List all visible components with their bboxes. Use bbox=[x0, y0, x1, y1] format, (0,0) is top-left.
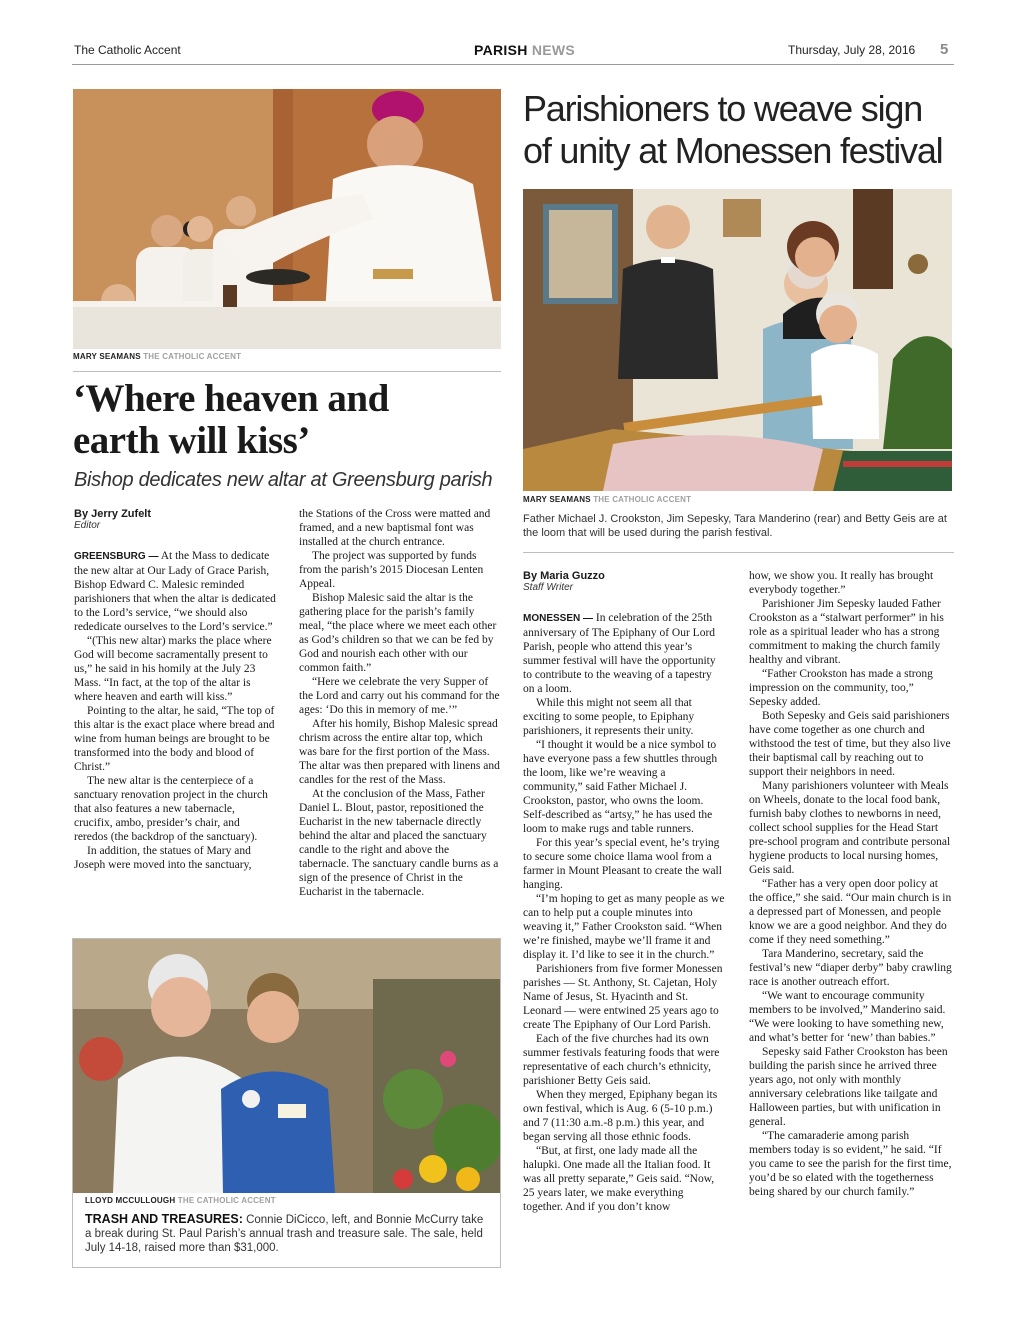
unity-byline bbox=[523, 570, 605, 593]
altar-byline-title: Editor bbox=[74, 520, 101, 531]
loom-photo-credit bbox=[523, 495, 691, 504]
loom-photo-illustration bbox=[523, 189, 952, 491]
section-label bbox=[474, 42, 575, 58]
unity-paragraph: “I’m hoping to get as many people as we can to help put a couple minutes into weaving it,” Father Crookston said. “When we’re finished, maybe we’ll frame it and display it. I’d like to see it in the church.” bbox=[523, 893, 725, 961]
loom-photo-credit-name: MARY SEAMANS bbox=[523, 495, 591, 504]
altar-photo-credit-name: MARY SEAMANS bbox=[73, 352, 141, 361]
unity-paragraph: “I thought it would be a nice symbol to have everyone pass a few shuttles through the loom, like we’re weaving a community,” said Father Michael J. Crookston, pastor, who owns the loom. Self-described as “artsy,” he has used the loom to make rugs and table runners. bbox=[523, 739, 718, 835]
altar-paragraph: Bishop Malesic said the altar is the gathering place for the parish’s family meal, “the place where we meet each other as God’s children so that we can be fed by God and nourish each other with our common faith.” bbox=[299, 592, 497, 674]
trash-caption-title: TRASH AND TREASURES: bbox=[85, 1212, 243, 1226]
altar-paragraph: The new altar is the centerpiece of a sanctuary renovation project in the church that also features a new tabernacle, crucifix, ambo, presider’s chair, and reredos (the backdrop of the sanctuary). bbox=[74, 775, 268, 843]
unity-paragraph: “Father has a very open door policy at the office,” she said. “Our main church is in a depressed part of Monessen, and people know we are a good neighbor. And they do come if they need something.” bbox=[749, 878, 952, 946]
unity-paragraph: how, we show you. It really has brought everybody together.” bbox=[749, 570, 934, 596]
unity-paragraph: Parishioner Jim Sepesky lauded Father Crookston as a “stalwart performer” in his role as a spiritual leader who has a strong commitment to making the church family healthy and vibrant. bbox=[749, 598, 944, 666]
trash-photo-caption bbox=[85, 1212, 490, 1255]
section-label-light: NEWS bbox=[531, 42, 576, 58]
issue-date: Thursday, July 28, 2016 bbox=[788, 43, 916, 57]
unity-paragraph: Many parishioners volunteer with Meals on Wheels, donate to the local food bank, furnish baby clothes to newborns in need, collect school supplies for the Head Start pre-school program and contribute personal hygiene products to local nursing homes, Geis said. bbox=[749, 780, 951, 876]
unity-paragraph: When they merged, Epiphany began its own festival, which is Aug. 6 (5-10 p.m.) and 7 (11:30 a.m.-8 p.m.) this year, and began serving all those ethnic foods. bbox=[523, 1089, 718, 1143]
altar-headline bbox=[73, 378, 389, 462]
publication-name: The Catholic Accent bbox=[74, 43, 181, 57]
unity-headline-line1: Parishioners to weave sign bbox=[523, 88, 923, 129]
altar-paragraph: “Here we celebrate the very Supper of the Lord and carry out his command for the ages: ‘Do this in memory of me.’” bbox=[299, 676, 500, 716]
unity-paragraph: Tara Manderino, secretary, said the festival’s new “diaper derby” baby crawling race is another outreach effort. bbox=[749, 948, 952, 988]
unity-paragraph: Both Sepesky and Geis said parishioners have come together as one church and withstood the test of time, but they also live their baptismal call by reaching out to support their neighbors in need. bbox=[749, 710, 951, 778]
altar-paragraph: After his homily, Bishop Malesic spread chrism across the entire altar top, which was bare for the first portion of the Mass. The altar was then prepared with linens and candles for the rest of the Mass. bbox=[299, 718, 500, 786]
unity-byline-name: By Maria Guzzo bbox=[523, 570, 605, 582]
unity-paragraph: “The camaraderie among parish members today is so evident,” he said. “If you came to see the parish for the first time, you’d be so elated with the togetherness being shared by our church family.” bbox=[749, 1130, 952, 1198]
unity-paragraph: Sepesky said Father Crookston has been building the parish since he arrived three years ago, not only with monthly anniversary celebrations like tailgate and Halloween parties, but with unification in general. bbox=[749, 1046, 948, 1128]
unity-paragraph: Parishioners from five former Monessen parishes — St. Anthony, St. Cajetan, Holy Name of Jesus, St. Hyacinth and St. Leonard — were entwined 25 years ago to create The Epiphany of Our Lord Parish. bbox=[523, 963, 723, 1031]
altar-paragraph: The project was supported by funds from the parish’s 2015 Diocesan Lenten Appeal. bbox=[299, 550, 484, 590]
altar-byline-name: By Jerry Zufelt bbox=[74, 508, 152, 520]
section-label-bold: PARISH bbox=[474, 42, 528, 58]
unity-headline-line2: of unity at Monessen festival bbox=[523, 130, 943, 171]
trash-photo-credit-org: THE CATHOLIC ACCENT bbox=[177, 1196, 276, 1205]
altar-photo-illustration bbox=[73, 89, 501, 349]
unity-paragraph: “But, at first, one lady made all the halupki. One made all the Italian food. It was all pretty separate,” Geis said. “Now, 25 years later, we make everything together. And if you don’t know bbox=[523, 1145, 715, 1213]
unity-paragraph: “Father Crookston has made a strong impression on the community, too,” Sepesky added. bbox=[749, 668, 933, 708]
page-number: 5 bbox=[940, 41, 949, 58]
unity-dateline: MONESSEN — bbox=[523, 613, 594, 624]
unity-story-column-2 bbox=[749, 569, 954, 1199]
altar-photo-rule bbox=[73, 371, 501, 372]
unity-paragraph: MONESSEN — In celebration of the 25th anniversary of The Epiphany of Our Lord Parish, people who attend this year’s summer festival will have the opportunity to contribute to the weaving of a tapestry on a loom. bbox=[523, 612, 716, 695]
altar-paragraph: the Stations of the Cross were matted and framed, and a new baptismal font was installed at the church entrance. bbox=[299, 508, 491, 548]
altar-paragraph: At the conclusion of the Mass, Father Daniel L. Blout, pastor, repositioned the Eucharist in the new tabernacle directly behind the altar and placed the sanctuary candle to the right and above the tabernacle. The sanctuary candle burns as a sign of the presence of Christ in the Eucharist in the tabernacle. bbox=[299, 788, 499, 898]
trash-photo-illustration bbox=[73, 939, 500, 1193]
altar-photo-credit-org: THE CATHOLIC ACCENT bbox=[143, 352, 242, 361]
altar-dateline: GREENSBURG — bbox=[74, 551, 159, 562]
trash-photo-credit bbox=[85, 1196, 276, 1205]
unity-paragraph: “We want to encourage community members to be involved,” Manderino said. “We were looking to have something new, and what’s better for ‘new’ than babies.” bbox=[749, 990, 946, 1044]
unity-paragraph: Each of the five churches had its own summer festivals featuring foods that were representative of each church’s ethnicity, parishioner Betty Geis said. bbox=[523, 1033, 720, 1087]
trash-photo-credit-name: LLOYD MCCULLOUGH bbox=[85, 1196, 176, 1205]
header-rule bbox=[72, 64, 954, 65]
loom-cutline-rule bbox=[523, 552, 954, 553]
altar-headline-line2: earth will kiss’ bbox=[73, 419, 310, 462]
unity-byline-title: Staff Writer bbox=[523, 582, 574, 593]
altar-story-column-1 bbox=[74, 549, 276, 872]
unity-paragraph: For this year’s special event, he’s trying to secure some choice llama wool from a farmer in Mount Pleasant to create the wall hanging. bbox=[523, 837, 722, 891]
altar-headline-line1: ‘Where heaven and bbox=[73, 377, 389, 420]
altar-paragraph: Pointing to the altar, he said, “The top of this altar is the exact place where bread and wine from human beings are brought to be transformed into the body and blood of Christ.” bbox=[74, 705, 275, 773]
trash-treasure-photo bbox=[73, 939, 500, 1193]
altar-paragraph: GREENSBURG — At the Mass to dedicate the new altar at Our Lady of Grace Parish, Bishop Edward C. Malesic reminded parishioners that when the altar is dedicated to the Lord’s service, “we should also rededicate ourselves to the Lord’s service.” bbox=[74, 550, 276, 633]
loom-photo bbox=[523, 189, 952, 491]
altar-subhead: Bishop dedicates new altar at Greensburg parish bbox=[74, 469, 493, 491]
loom-photo-cutline: Father Michael J. Crookston, Jim Sepesky, Tara Manderino (rear) and Betty Geis are at the loom that will be used during the parish festival. bbox=[523, 513, 947, 539]
altar-story-column-2 bbox=[299, 507, 501, 899]
altar-photo-credit bbox=[73, 352, 241, 361]
trash-caption-text: Connie DiCicco, left, and Bonnie McCurry take a break during St. Paul Parish’s annual trash and treasure sale. The sale, held July 14-18, raised more than $31,000. bbox=[85, 1214, 484, 1254]
unity-paragraph: While this might not seem all that exciting to some people, to Epiphany parishioners, it represents their unity. bbox=[523, 697, 695, 737]
altar-paragraph: “(This new altar) marks the place where God will become sacramentally present to us,” he said in his homily at the July 23 Mass. “In fact, at the top of the altar is where heaven and earth will kiss.” bbox=[74, 635, 272, 703]
altar-dedication-photo bbox=[73, 89, 501, 349]
unity-headline bbox=[523, 88, 942, 172]
unity-story-column-1 bbox=[523, 611, 726, 1214]
altar-byline bbox=[74, 508, 151, 531]
altar-paragraph: In addition, the statues of Mary and Joseph were moved into the sanctuary, bbox=[74, 845, 252, 871]
loom-photo-credit-org: THE CATHOLIC ACCENT bbox=[593, 495, 692, 504]
